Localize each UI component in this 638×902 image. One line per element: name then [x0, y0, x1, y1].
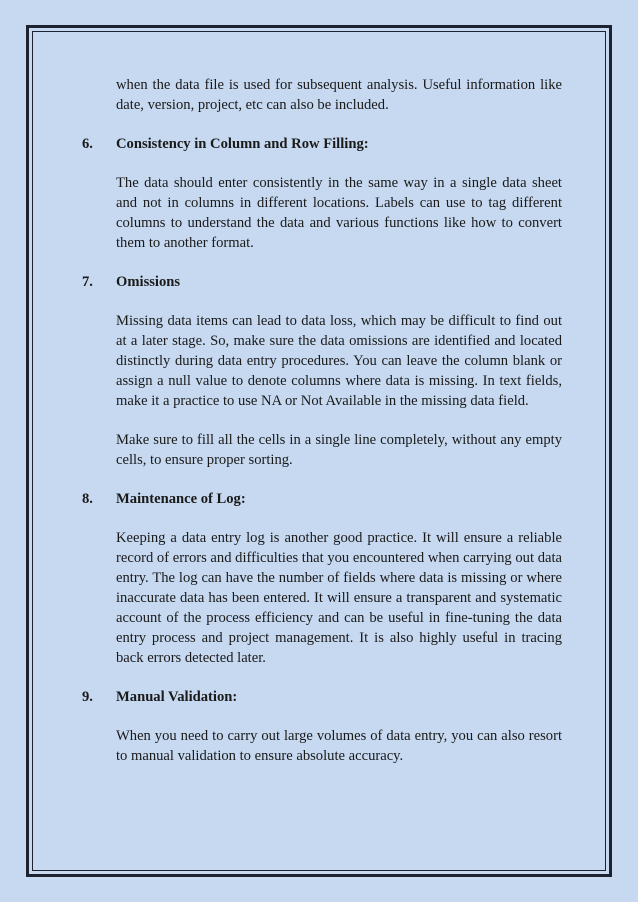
section-9-paragraph-1: When you need to carry out large volumes of data entry, you can also resort to manual validation to ensure absolute accuracy. — [116, 728, 562, 764]
section-6-paragraph-1: The data should enter consistently in the same way in a single data sheet and not in columns in different locations. Labels can use to tag different columns to understand the data and various functions like how to convert them to another format. — [116, 175, 562, 251]
intro-paragraph: when the data file is used for subsequent analysis. Useful information like date, version, project, etc can also be included. — [116, 77, 562, 113]
section-7-paragraph-2: Make sure to fill all the cells in a single line completely, without any empty cells, to ensure proper sorting. — [116, 432, 562, 468]
section-6-number: 6. — [82, 136, 93, 152]
section-9-heading — [82, 687, 562, 707]
section-8-paragraph-1: Keeping a data entry log is another good practice. It will ensure a reliable record of errors and difficulties that you encountered when carrying out data entry. The log can have the number of fields where data is missing or where inaccurate data has been entered. It will ensure a transparent and systematic account of the process efficiency and can be useful in fine-tuning the data entry process and project management. It is also highly useful in tracing back errors detected later. — [116, 530, 562, 666]
section-6-heading — [82, 134, 562, 154]
section-7-number: 7. — [82, 274, 93, 290]
section-9-number: 9. — [82, 689, 93, 705]
section-7-paragraph-1: Missing data items can lead to data loss, which may be difficult to find out at a later stage. So, make sure the data omissions are identified and located distinctly during data entry procedures. You can leave the column blank or assign a null value to denote columns where data is missing. In text fields, make it a practice to use NA or Not Available in the missing data field. — [116, 313, 562, 409]
section-8-heading — [82, 489, 562, 509]
section-8-title: Maintenance of Log: — [116, 491, 246, 507]
section-6-title: Consistency in Column and Row Filling: — [116, 136, 369, 152]
section-9-title: Manual Validation: — [116, 689, 238, 705]
document-body — [82, 75, 562, 766]
section-8-number: 8. — [82, 491, 93, 507]
section-7-heading — [82, 272, 562, 292]
section-7-title: Omissions — [116, 274, 181, 290]
